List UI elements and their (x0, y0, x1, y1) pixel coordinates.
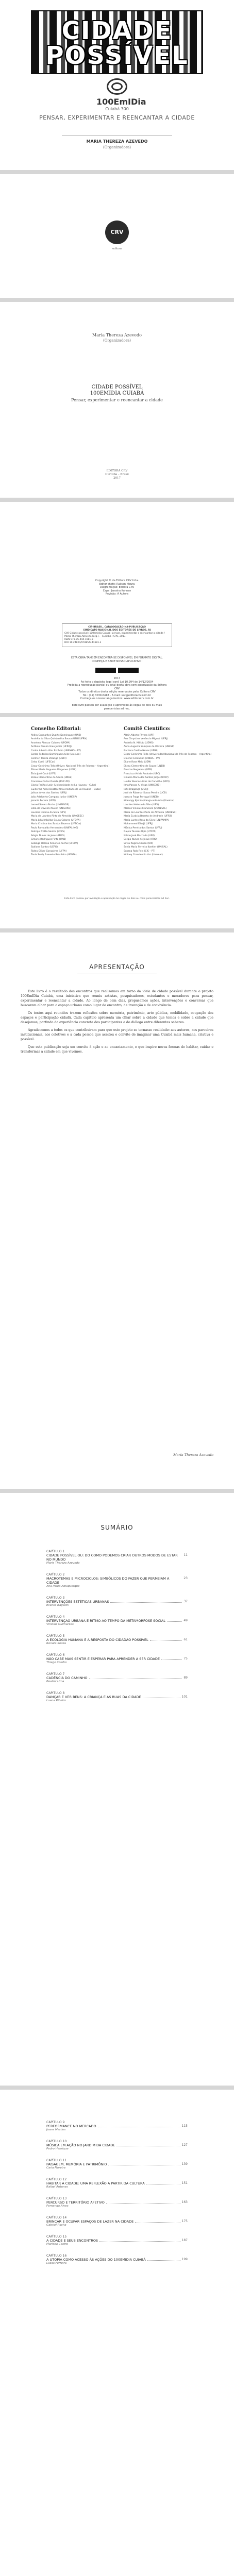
toc-chapter-title: PAISAGEM, MEMÓRIA E PATRIMÔNIO (46, 2162, 107, 2166)
toc-chapter-title: NÃO CABE MAIS SENTIR E ESPERAR PARA APRENDER A SER CIDADE (46, 1657, 160, 1661)
toc-page-number: 115 (181, 2124, 188, 2128)
toc-chapter-number: CAPÍTULO 16 (46, 2254, 67, 2258)
half-title-author-role: (Organizadora) (103, 338, 131, 343)
toc-page-number: 49 (183, 1619, 188, 1622)
table-of-contents-part2 (46, 2121, 188, 2273)
council-member: Aldira Guimarães Duarte Domínguez (UNB) (31, 734, 81, 737)
council-member: Wolney Cresciencio Vaz (Unemat) (124, 854, 163, 856)
toc-chapter-author: Rafael Antunes (46, 2185, 68, 2189)
toc-entry[interactable] (46, 1691, 188, 1702)
council-member: Andréia da Silva Quintanilha Sousa (UNIR/UFRN) (31, 738, 87, 740)
toc-entry[interactable] (46, 1672, 188, 1683)
toc-row (46, 1600, 188, 1604)
toc-row (46, 1619, 188, 1623)
editorial-council-title: Conselho Editorial: (31, 726, 81, 732)
toc-page-number: 89 (183, 1676, 188, 1680)
apresentacao-body (21, 989, 213, 1057)
toc-chapter-number: CAPÍTULO 11 (46, 2159, 67, 2162)
toc-page-number: 139 (181, 2162, 188, 2166)
councils-footer: Este livro passou por avaliação e aprovação às cegas de dois ou mais pareceristas ad hoc. (64, 897, 170, 900)
toc-row (46, 2162, 188, 2166)
toc-row (46, 2143, 188, 2147)
toc-leader-dots (161, 1657, 182, 1660)
apresentacao-paragraph: Que esta publicação seja um convite à ação e ao encantamento, e que inspire novas formas de habitar, cuidar e transformar a cidade em que vivemos. (21, 1045, 213, 1054)
toc-leader-dots (106, 2200, 180, 2204)
toc-chapter-title: PERFORMANCE NO MERCADO (46, 2124, 96, 2128)
publisher-logo-icon: CRV (105, 221, 129, 244)
cover-author: MARIA THEREZA AZEVEDO (86, 139, 148, 144)
council-member: Lourdes Helena da Silva (UFV) (31, 811, 66, 814)
cover-subtitle: PENSAR, EXPERIMENTAR E REENCANTAR A CIDADE (39, 114, 195, 121)
toc-leader-dots (98, 2124, 180, 2127)
sumario-title: SUMÁRIO (101, 1524, 133, 1531)
toc-entry[interactable] (46, 2254, 188, 2265)
toc-chapter-number: CAPÍTULO 14 (46, 2216, 67, 2219)
half-title-line1: CIDADE POSSÍVEL (91, 384, 143, 390)
council-member: Anna Augusta Sampaio de Oliveira (UNESP) (124, 745, 175, 748)
toc-entry[interactable] (46, 1615, 188, 1626)
toc-chapter-number: CAPÍTULO 15 (46, 2235, 67, 2239)
toc-page-number: 175 (181, 2219, 188, 2223)
cip-box (62, 623, 172, 647)
council-member: Ana Chrystina Venâncio Mignot (UERJ) (124, 738, 168, 740)
contact-line: Tel.: (41) 3039-6418 - E-mail: sac@editoracrv.com.br (82, 693, 152, 697)
toc-page-number: 23 (183, 1577, 188, 1580)
year: 2017 (113, 677, 121, 680)
toc-leader-dots (150, 1638, 182, 1641)
council-member: Solange Helena Ximenes-Rocha (UFOPA) (31, 842, 78, 845)
council-member: Susana Rolo Reis (CIS – PT) (124, 850, 156, 853)
toc-chapter-title: HABITAR A CIDADE: UMA REFLEXÃO A PARTIR DA CULTURA (46, 2181, 145, 2185)
council-member: Sérgio Nunes de Jesus (IFRO) (124, 838, 158, 841)
toc-row (46, 1695, 188, 1699)
cover-credit-line: Capa: Janaína Kuhnen (103, 589, 131, 592)
toc-entry[interactable] (46, 1596, 188, 1607)
toc-chapter-number: CAPÍTULO 7 (46, 1672, 65, 1676)
council-member: Rodrigo Pratte-Santos (UFES) (31, 831, 65, 833)
council-member: Andréia N. Militão (UEMS) (124, 741, 154, 744)
council-member: Eliane Rose Maio (UEM) (124, 761, 151, 764)
council-member: Kilwangy Kya Kapitango-a-Samba (Unemat) (124, 800, 175, 802)
council-member: Carmen Tereza Velanga (UNIR) (31, 757, 66, 760)
digital-notice (67, 656, 167, 663)
scientific-committee-list (124, 734, 212, 857)
council-member: Lourdes Helena da Silva (UFV) (124, 803, 159, 806)
council-member: Maria de Lourdes Pinto de Almeida (UNOESC) (124, 811, 177, 814)
toc-chapter-title: MACROTEMAS E MICROCICLOS: SIMBÓLICOS DO FAZER QUE PERMEIAM A CIDADE (46, 1577, 170, 1585)
council-member: Francisco Ari de Andrade (UFC) (124, 772, 160, 775)
half-title-publisher-year: 2017 (113, 477, 121, 480)
google-play-badge-icon[interactable] (118, 668, 139, 673)
cover-page (0, 0, 234, 170)
toc-row (46, 2181, 188, 2185)
council-member: Maria Lília Imbiriba Sousa Colares (UFOPA) (31, 819, 80, 822)
cip-title: CIP-BRASIL. CATALOGAÇÃO-NA-PUBLICAÇÃO (88, 626, 146, 629)
toc-entry[interactable] (46, 1573, 188, 1588)
toc-leader-dots (108, 2162, 180, 2165)
council-member: Maria Lurdes Rosa da Silva (UNIPAMPA) (124, 819, 170, 822)
council-member: Gloria Fariñas León (Universidade de La Havana – Cuba) (31, 784, 96, 787)
council-member: Mohammed Elhajji (UFRJ) (124, 823, 153, 825)
council-member: Simone Rodrigues Pinto (UNB) (31, 838, 66, 841)
council-member: Maria de Lourdes Pinto de Almeida (UNOESC) (31, 815, 84, 818)
council-member: Paulo Romualdo Hernandes (UNIFAL-MG) (31, 826, 78, 829)
app-store-badges (67, 668, 167, 674)
copyright-line: Copyright © da Editora CRV Ltda. (95, 579, 139, 582)
apresentacao-paragraph: Os textos aqui reunidos trazem reflexões sobre memória, patrimônio, arte pública, mobilidade, ocupação dos espaços e participação cidadã. Cada capítulo apresenta um olhar sobre a cidade que temos e sobre a cidade que desejamos, partindo da experiência concreta dos participantes e do diálogo entre diferentes saberes. (21, 1011, 213, 1024)
layout-line: Diagramação: Editora CRV (99, 586, 135, 589)
council-member: João Adalberto Campato Junior (UNESP) (31, 795, 77, 799)
toc-chapter-number: CAPÍTULO 12 (46, 2178, 67, 2181)
toc-chapter-author: Beatriz Lima (46, 1680, 64, 1683)
editorial-council-list (31, 734, 110, 857)
toc-row (46, 1657, 188, 1661)
rights-line3: Todos os direitos desta edição reservados pela: Editora CRV (78, 690, 156, 693)
half-title-subtitle: Pensar, experimentar e reencantar a cidade (71, 398, 163, 402)
cover-author-role: (Organizadora) (103, 145, 131, 149)
editor-line: Editor-chefe: Railson Moura (99, 582, 135, 586)
council-member: Helder Buenos Aires de Carvalho (UFPI) (124, 780, 170, 783)
council-member: Jussara Fraga Portugal (UNEB) (124, 795, 159, 799)
toc-chapter-title: BRINCAR E OCUPAR ESPAÇOS DE LAZER NA CIDADE (46, 2219, 134, 2224)
toc-page-number: 199 (181, 2258, 188, 2261)
revision-line: Revisão: A Autora (105, 592, 129, 596)
cover-logo-text: 100EmIDia (96, 97, 146, 107)
council-member: José de Ribamar Sousa Pereira (UCB) (124, 792, 167, 794)
half-title-title (0, 384, 234, 397)
council-member: Maria Cristina dos Santos Bezerra (UFSCar) (31, 823, 81, 825)
toc-page-number: 163 (181, 2200, 188, 2204)
toc-chapter-title: A UTOPIA COMO ACESSO ÀS AÇÕES DO 100EMIDIA CUIABÁ (46, 2258, 146, 2262)
council-member: Elizeu Clementino de Souza (UNEB) (31, 776, 73, 779)
toc-chapter-author: Renata Souza (46, 1642, 66, 1645)
toc-chapter-author: Luana Ribeiro (46, 1699, 66, 1702)
half-title-author: Maria Thereza Azevedo (92, 333, 142, 337)
council-member: Tania Suely Azevedo Brasileiro (UFOPA) (31, 854, 77, 856)
councils-page (0, 717, 234, 928)
rights-line1: Foi feito o depósito legal conf. Lei 10.994 de 14/12/2004 (80, 680, 154, 684)
toc-chapter-author: Fernanda Alves (46, 2205, 69, 2208)
toc-chapter-title: CADÊNCIA DO CAMINHO (46, 1676, 88, 1680)
council-member: Guillermo Arias Beatón (Universidade de La Havana – Cuba) (31, 788, 101, 791)
toc-chapter-author: Carla Moreira (46, 2166, 66, 2170)
rights-block (67, 677, 167, 701)
toc-chapter-number: CAPÍTULO 8 (46, 1691, 65, 1695)
toc-entry[interactable] (46, 2235, 188, 2246)
toc-chapter-number: CAPÍTULO 6 (46, 1653, 65, 1657)
toc-leader-dots (146, 2181, 180, 2184)
half-title-publisher-city: Curitiba – Brasil (105, 473, 129, 476)
scientific-committee-title: Comitê Científico: (124, 726, 171, 732)
site-line: Conheça os nossos lançamentos: www.editoracrv.com.br (80, 697, 154, 700)
toc-page-number: 187 (181, 2239, 188, 2242)
scientific-committee (124, 726, 212, 857)
toc-row (46, 2258, 188, 2262)
toc-entry[interactable] (46, 2216, 188, 2227)
eye-logo-icon (107, 78, 127, 95)
toc-chapter-author: Ana Paula Albuquerque (46, 1585, 80, 1588)
toc-chapter-number: CAPÍTULO 5 (46, 1634, 65, 1638)
toc-leader-dots (116, 2143, 180, 2146)
publisher-logo-caption: editora (112, 247, 122, 250)
half-title-page (0, 302, 234, 498)
toc-page-number: 127 (181, 2143, 188, 2147)
toc-chapter-title: A CIDADE E SEUS ENCONTROS (46, 2239, 98, 2243)
toc-page-number: 37 (183, 1600, 188, 1603)
toc-chapter-author: Mariana Castro (46, 2243, 68, 2246)
cover-logo-sub: Cuiabá 300 (105, 107, 129, 111)
toc-chapter-author: Thiago Coelho (46, 1661, 67, 1664)
council-member: Maria Eurácia Barreto de Andrade (UFRB) (124, 815, 172, 818)
doi: DOI 10.24824/978854441681.3 (64, 641, 102, 644)
copyright-page (0, 502, 234, 713)
council-member: Elione Maria Nogueira Diogenes (UFAL) (31, 769, 77, 771)
council-member: Sydione Santos (UEPG) (31, 846, 58, 849)
toc-chapter-author: Maria Thereza Azevedo (46, 1562, 80, 1565)
digital-notice-line1: ESTA OBRA TAMBÉM ENCONTRA-SE DISPONÍVEL EM FORMATO DIGITAL. (71, 656, 163, 659)
toc-chapter-title: DANÇAR E VER BENS: A CRIANÇA E AS RUAS DA CIDADE (46, 1695, 141, 1699)
toc-chapter-title: INTERVENÇÕES ESTÉTICAS URBANAS (46, 1600, 109, 1604)
council-member: Carlos Alberto Vilar Estêvão (UMINHO – PT) (31, 749, 81, 752)
half-title-publisher (0, 469, 234, 480)
toc-chapter-number: CAPÍTULO 9 (46, 2121, 65, 2124)
council-member: Najela Tavares Ujiie (UTFPR) (124, 831, 157, 833)
editorial-council (31, 726, 110, 857)
toc-chapter-number: CAPÍTULO 13 (46, 2197, 67, 2200)
toc-leader-dots (110, 1600, 182, 1603)
toc-chapter-title: PERCURSO E TERRITÓRIO AFETIVO (46, 2200, 105, 2205)
council-member: Barbara Coelho Neves (UFBA) (124, 749, 159, 752)
toc-chapter-author: Vinicius Guimarães (46, 1623, 74, 1626)
council-member: Nilson José Machado (USP) (124, 834, 155, 837)
council-member: Leonel Severo Rocha (UNISINOS) (31, 803, 69, 806)
toc-chapter-title: INTERVENÇÃO URBANA E RITMO AO TEMPO DA METAMORFOSE SOCIAL (46, 1619, 165, 1623)
toc-leader-dots (143, 1695, 180, 1698)
toc-chapter-number: CAPÍTULO 3 (46, 1596, 65, 1600)
publisher-page (0, 174, 234, 298)
council-member: Sérgio Nunes de Jesus (IFRO) (31, 834, 65, 837)
council-member: Celso Conti (UFSCar) (31, 761, 55, 764)
toc-entry[interactable] (46, 2178, 188, 2189)
toc-page-number: 151 (181, 2181, 188, 2185)
app-store-badge-icon[interactable] (95, 668, 116, 673)
council-member: Jailson Alves dos Santos (UFRJ) (31, 792, 67, 794)
council-member: Diosnel Centurion (UNIDA – PY) (124, 757, 160, 760)
toc-entry[interactable] (46, 1653, 188, 1664)
half-title-publisher-name: EDITORA CRV (106, 469, 128, 472)
council-member: Fauston Negreiros (UFPI) (124, 769, 153, 771)
toc-row (46, 2239, 188, 2243)
toc-entry[interactable] (46, 1634, 188, 1645)
council-member: Francisco Carlos Duarte (PUC-PR) (31, 780, 70, 783)
toc-chapter-author: Gabriel Rocha (46, 2224, 66, 2227)
council-member: Carlos Federico Dominguez Avila (Unieuro) (31, 753, 81, 756)
council-member: Elizeu Clementino de Souza (UNEB) (124, 765, 165, 768)
council-member: Ilma Passos A. Veiga (UNICEUB) (124, 784, 161, 787)
toc-chapter-number: CAPÍTULO 1 (46, 1550, 65, 1553)
sumario-page-1 (0, 1493, 234, 2086)
apresentacao-title: APRESENTAÇÃO (89, 963, 145, 971)
council-member: Antônio Pereira Gaio Júnior (UFRRJ) (31, 745, 72, 748)
copyright-credits (67, 579, 167, 596)
council-member: Tadeu Oliver Gonçalves (UFPA) (31, 850, 67, 853)
council-member: Silvia Regina Canan (URI) (124, 842, 154, 845)
council-member: Sonia Maria Ferreira Koehler (UNISAL) (124, 846, 168, 849)
table-of-contents-part1 (46, 1550, 188, 1710)
toc-page-number: 61 (183, 1638, 188, 1641)
toc-entry[interactable] (46, 2140, 188, 2150)
toc-row (46, 1553, 188, 1562)
council-member: Élsio José Corá (UFFS) (31, 772, 57, 775)
toc-row (46, 2200, 188, 2205)
toc-chapter-author: Pedro Henrique (46, 2147, 69, 2150)
council-member: Gláucia Maria dos Santos Jorge (UFOP) (124, 776, 169, 779)
toc-leader-dots (89, 1676, 182, 1679)
apresentacao-page (0, 933, 234, 1489)
isbn: ISBN 978-85-444-1681-3 (64, 638, 93, 641)
cover-title: CIDADE POSSÍVEL (45, 16, 189, 70)
rights-line2: Proibida a reprodução parcial ou total desta obra sem autorização da Editora CRV (67, 684, 167, 690)
half-title-line2: 100EMIDIA CUIABÁ (90, 391, 144, 396)
toc-chapter-number: CAPÍTULO 10 (46, 2140, 67, 2143)
toc-entry[interactable] (46, 2159, 188, 2170)
toc-chapter-number: CAPÍTULO 2 (46, 1573, 65, 1577)
toc-row (46, 2124, 188, 2128)
toc-chapter-title: A ECOLOGIA HUMANA E A RESPOSTA DO CIDADÃO POSSÍVEL (46, 1638, 148, 1642)
toc-entry[interactable] (46, 2121, 188, 2131)
toc-chapter-author: Lucas Ferreira (46, 2262, 67, 2265)
apresentacao-paragraph: Agradecemos a todos os que contribuíram para que este projeto se tornasse realidade: aos autores, aos parceiros institucionais, aos coletivos e a cada pessoa que aceitou o convite de imaginar uma Cuiabá mais humana, criativa e possível. (21, 1028, 213, 1041)
apresentacao-signature: Maria Thereza Azevedo (173, 1453, 213, 1457)
council-member: Josania Portela (UFPI) (31, 800, 56, 802)
toc-page-number: 75 (183, 1657, 188, 1660)
toc-entry[interactable] (46, 2197, 188, 2208)
council-member: Inês Bragança (UERJ) (124, 788, 148, 791)
toc-leader-dots (99, 2239, 180, 2242)
toc-chapter-author: Evelise Bagatini (46, 1604, 69, 1607)
toc-row (46, 2219, 188, 2224)
review-footnote: Este livro passou por avaliação e aprovação às cegas de dois ou mais pareceristas ad hoc. (72, 704, 162, 710)
council-member: Lídia de Oliveira Xavier (UNIEURO) (31, 807, 71, 810)
toc-page-number: 11 (183, 1553, 188, 1557)
toc-row (46, 1676, 188, 1680)
council-member: Altair Alberto Fávero (UPF) (124, 734, 155, 737)
sumario-page-2 (0, 2090, 234, 2576)
toc-chapter-title: CIDADE POSSÍVEL OU: DO COMO PODEMOS CRIAR OUTROS MODOS DE ESTAR NO MUNDO (46, 1553, 178, 1562)
toc-chapter-title: MÚSICA EM AÇÃO NO JARDIM DA CIDADE (46, 2143, 115, 2147)
toc-leader-dots (147, 2258, 180, 2261)
apresentacao-paragraph: Este livro é o resultado dos encontros que realizamos em torno da ideia de cidade possível durante o projeto 100EmIDia Cuiabá, uma iniciativa que reuniu artistas, pesquisadores, estudantes e moradores para pensar, experimentar e reencantar a cidade. Ao longo de cem dias, propusemos ações, intervenções e conversas que buscaram olhar para o espaço urbano como lugar de encontro, de invenção e de convivência. (21, 990, 213, 1007)
toc-row (46, 1577, 188, 1585)
cip-body: C49 Cidade possível: 100emidia Cuiabá: pensar, experimentar e reencantar a cidade / Maria Thereza Azevedo (org.). – Curitiba : CRV, 2017. (64, 632, 165, 638)
toc-leader-dots (135, 2219, 180, 2223)
toc-entry[interactable] (46, 1550, 188, 1565)
toc-row (46, 1638, 188, 1642)
digital-notice-line2: CONHEÇA E BAIXE NOSSO APLICATIVO! (91, 659, 143, 663)
toc-chapter-number: CAPÍTULO 4 (46, 1615, 65, 1619)
cip-subtitle: SINDICATO NACIONAL DOS EDITORES DE LIVROS, RJ (83, 629, 151, 632)
toc-page-number: 101 (181, 1695, 188, 1699)
toc-chapter-author: Joana Martins (46, 2128, 66, 2131)
toc-leader-dots (167, 1619, 182, 1622)
council-member: Cesar Gerónimo Tello (Univer. Nacional Três de Febrero – Argentina) (31, 765, 110, 768)
council-member: Cesar Gerónimo Tello (Universidad Nacional de Três de Febrero – Argentina) (124, 753, 212, 756)
cover-logo (96, 78, 146, 111)
council-member: Mônica Pereira dos Santos (UFRJ) (124, 826, 162, 829)
council-member: Marcos Vinicius Francisco (UNOESTE) (124, 807, 167, 810)
council-member: Anselmo Alencar Colares (UFOPA) (31, 741, 70, 744)
